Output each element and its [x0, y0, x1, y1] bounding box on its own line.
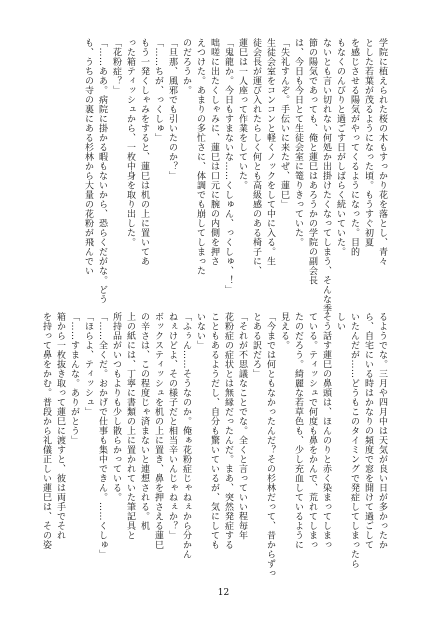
- text-line: 「……ちが、っくしゅ」: [153, 38, 163, 143]
- text-line: の辛さは、この程度じゃ済まないと連想される。机: [139, 312, 149, 531]
- text-line: は、今日も今日とて生徒会室に篭りきっていた。: [293, 38, 303, 247]
- text-line: 学院に植えられた桜の木もすっかり花を落とし、青々: [377, 38, 387, 266]
- text-line: 「……全くだ。おかげで仕事も集中できん。……くしゅ」: [97, 312, 107, 559]
- text-line: のだろうか。: [181, 38, 191, 95]
- text-line: 「鬼龍か。今日もすまないな……くしゅん、っくしゅ、！」: [223, 38, 233, 295]
- text-line: しい: [335, 312, 345, 331]
- text-line: 「ふぅん……そうなのか。俺ぁ花粉症じゃねぇから分かん: [181, 312, 191, 559]
- text-line: 節の陽気であっても、俺と蓮巳はあろうかの学院の副会長: [307, 38, 317, 285]
- text-line: ている。ティッシュで何度も鼻をかんで、荒れてしまっ: [307, 312, 317, 550]
- text-line: 「今までは何ともなかったんだ？その杉林だって、昔からずっ: [265, 312, 275, 578]
- text-line: った箱ティッシュから、一枚中身を取り出した。: [125, 38, 135, 247]
- text-line: 「花粉症？」: [111, 38, 121, 95]
- text-line: こともあるようだし、自分も驚いているが、気にしても: [209, 312, 219, 550]
- text-line: いない」: [195, 312, 205, 350]
- text-line: もう一発くしゃみをすると、蓮巳は机の上に置いてあ: [139, 38, 149, 266]
- text-line: 咄嗟に出たくしゃみに、蓮巳は口元に腕の内側を押さ: [209, 38, 219, 266]
- text-line: ボックスティッシュを机の上に置き、鼻を押さえる蓮巳: [153, 312, 163, 550]
- text-line: 「失礼すんぞ。手伝いに来たぜ、蓮巳」: [279, 38, 289, 209]
- text-line: たのだろう。綺麗な若草色も、少し充血しているように: [293, 312, 303, 550]
- text-line: 花粉症の症状とは無縁だったんだ。まあ、突然発症する: [223, 312, 233, 550]
- text-line: ねぇけどよ、その様子だと相当辛いんじゃねぇか？」: [167, 312, 177, 540]
- text-line: を持って鼻をかむ。普段から礼儀正しい蓮巳は、その姿: [41, 312, 51, 550]
- text-line: 「旦那、風邪でも引いたのか？」: [167, 38, 177, 181]
- text-line: を感じさせる陽気がやってくるようになった。目的: [349, 38, 359, 257]
- text-line: えつけた。あまりの多忙さに、体調でも崩してしまった: [195, 38, 205, 276]
- text-line: そう話す蓮巳の鼻頭は、ほんのりと赤く染まってしまっ: [321, 312, 331, 550]
- text-line: 所持品がいつもよりも少し散らかっている。: [111, 312, 121, 502]
- text-line: とした若葉が茂るようになった頃。もうすぐ初夏: [363, 38, 373, 247]
- upper-text-block: [47, 38, 389, 314]
- text-line: も、うちの寺の裏にある杉林から大量の花粉が飛んでい: [83, 38, 93, 276]
- text-line: 徒会長が運び入れたらしく何とも高級感のある椅子に、: [251, 38, 261, 276]
- text-line: いたんだが……どうもこのタイミングで発症してしまったら: [349, 312, 359, 569]
- text-line: もなくのんびりと過ごす日がしばらく続いていた。: [335, 38, 345, 257]
- text-line: ら、自宅にいる時はかなりの頻度で窓を開けて過ごして: [363, 312, 373, 550]
- text-line: 生徒会室をコンコンと軽くノックをして中に入る。生: [265, 38, 275, 266]
- text-line: 上の紙には、丁寧に書類の上に置かれていた筆記具と: [125, 312, 135, 540]
- text-line: 「……ああ。病院に掛かる暇もないから、恐らくだがな。どう: [97, 38, 107, 304]
- page-number: 12: [217, 588, 230, 598]
- text-line: とある訳だろ」: [251, 312, 261, 379]
- text-line: 「……すまんな。ありがとう」: [69, 312, 79, 445]
- text-line: 箱から一枚抜き取って蓮巳に渡すと、彼は両手でそれ: [55, 312, 65, 540]
- text-line: 「それが不思議なことでな。全くと言っていい程毎年: [237, 312, 247, 540]
- text-line: 蓮巳は一人座って作業をしていた。: [237, 38, 247, 190]
- text-line: 「ほらよ、ティッシュ」: [83, 312, 93, 417]
- text-line: るようでな。三月や四月中は天気が良い日が多かったか: [377, 312, 387, 550]
- text-line: 見える。: [279, 312, 289, 350]
- text-line: ないとも言い切れない何処か出掛けたくなってしまう、そんな季: [321, 38, 331, 314]
- lower-text-block: [41, 312, 389, 578]
